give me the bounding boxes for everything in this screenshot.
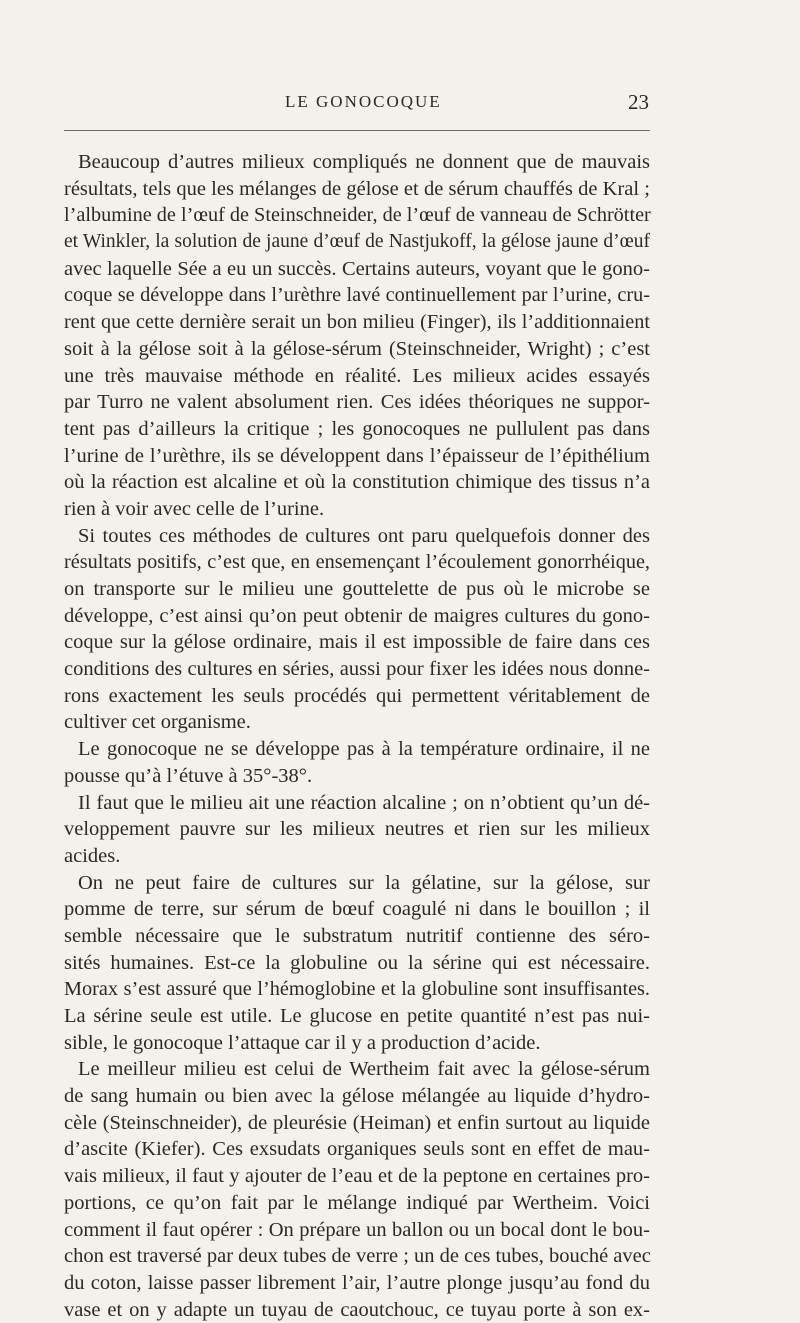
text-line: avec laquelle Sée a eu un succès. Certains auteurs, voyant que le gono- [64, 257, 650, 280]
text-line: conditions des cultures en séries, aussi pour fixer les idées nous donne- [64, 658, 650, 681]
text-line: Il faut que le milieu ait une réaction alcaline ; on n’obtient qu’un dé- [78, 791, 650, 814]
text-line: et Winkler, la solution de jaune d’œuf de Nastjukoff, la gélose jaune d’œuf [64, 231, 650, 253]
text-line: vais milieux, il faut y ajouter de l’eau et de la peptone en certaines pro- [64, 1165, 650, 1188]
text-line: portions, ce qu’on fait par le mélange indiqué par Wertheim. Voici [64, 1191, 650, 1214]
body-text [64, 149, 650, 1323]
text-line: La sérine seule est utile. Le glucose en petite quantité n’est pas nui- [64, 1005, 650, 1027]
text-line: on transporte sur le milieu une gouttelette de pus où le microbe se [64, 578, 650, 600]
text-line: développe, c’est ainsi qu’on peut obtenir de maigres cultures du gono- [64, 604, 650, 627]
text-line: pomme de terre, sur sérum de bœuf coagulé ni dans le bouillon ; il [64, 898, 650, 921]
text-line: par Turro ne valent absolument rien. Ces idées théoriques ne suppor- [64, 391, 650, 414]
text-line: cultiver cet organisme. [64, 711, 251, 734]
text-line: rent que cette dernière serait un bon milieu (Finger), ils l’additionnaient [64, 311, 650, 334]
text-line: résultats, tels que les mélanges de gélose et de sérum chauffés de Kral ; [64, 177, 650, 200]
text-line: Beaucoup d’autres milieux compliqués ne donnent que de mauvais [78, 151, 650, 173]
text-line: tent pas d’ailleurs la critique ; les gonocoques ne pullulent pas dans [64, 417, 650, 440]
text-line: veloppement pauvre sur les milieux neutres et rien sur les milieux [64, 818, 650, 841]
text-line: sible, le gonocoque l’attaque car il y a production d’acide. [64, 1031, 541, 1054]
text-line: rons exactement les seuls procédés qui permettent véritablement de [64, 684, 650, 707]
text-line: sités humaines. Est-ce la globuline ou la sérine qui est nécessaire. [64, 951, 650, 974]
text-line: pousse qu’à l’étuve à 35°-38°. [64, 764, 313, 787]
page-number: 23 [628, 90, 649, 114]
text-line: de sang humain ou bien avec la gélose mélangée au liquide d’hydro- [64, 1085, 650, 1108]
running-head-title: LE GONOCOQUE [285, 92, 442, 111]
text-line: une très mauvaise méthode en réalité. Les milieux acides essayés [64, 364, 650, 387]
text-line: coque se développe dans l’urèthre lavé continuellement par l’urine, cru- [64, 284, 650, 307]
text-line: Si toutes ces méthodes de cultures ont paru quelquefois donner des [78, 524, 650, 547]
text-line: l’albumine de l’œuf de Steinschneider, de l’œuf de vanneau de Schrötter [64, 204, 651, 227]
text-line: acides. [64, 844, 121, 867]
text-line: du coton, laisse passer librement l’air, l’autre plonge jusqu’au fond du [64, 1271, 650, 1294]
text-line: résultats positifs, c’est que, en ensemençant l’écoulement gonorrhéique, [64, 551, 650, 574]
text-line: semble nécessaire que le substratum nutritif contienne des séro- [64, 924, 650, 947]
text-line: cèle (Steinschneider), de pleurésie (Heiman) et enfin surtout au liquide [64, 1111, 650, 1134]
text-line: l’urine de l’urèthre, ils se développent dans l’épaisseur de l’épithélium [64, 444, 650, 467]
text-line: où la réaction est alcaline et où la constitution chimique des tissus n’a [64, 471, 650, 494]
text-line: Le meilleur milieu est celui de Wertheim fait avec la gélose-sérum [78, 1058, 650, 1081]
text-line: rien à voir avec celle de l’urine. [64, 497, 325, 520]
running-head [0, 92, 800, 122]
text-line: On ne peut faire de cultures sur la gélatine, sur la gélose, sur [78, 871, 650, 894]
text-line: Le gonocoque ne se développe pas à la température ordinaire, il ne [78, 738, 650, 761]
text-line: d’ascite (Kiefer). Ces exsudats organiques seuls sont en effet de mau- [64, 1138, 650, 1161]
text-line: chon est traversé par deux tubes de verre ; un de ces tubes, bouché avec [64, 1245, 651, 1268]
text-line: comment il faut opérer : On prépare un ballon ou un bocal dont le bou- [64, 1218, 650, 1241]
text-line: soit à la gélose soit à la gélose-sérum (Steinschneider, Wright) ; c’est [64, 337, 650, 360]
text-line: coque sur la gélose ordinaire, mais il est impossible de faire dans ces [64, 631, 650, 654]
text-line: Morax s’est assuré que l’hémoglobine et la globuline sont insuffisantes. [64, 978, 650, 1001]
text-line: vase et on y adapte un tuyau de caoutchouc, ce tuyau porte à son ex- [64, 1298, 650, 1321]
header-rule [64, 130, 650, 131]
